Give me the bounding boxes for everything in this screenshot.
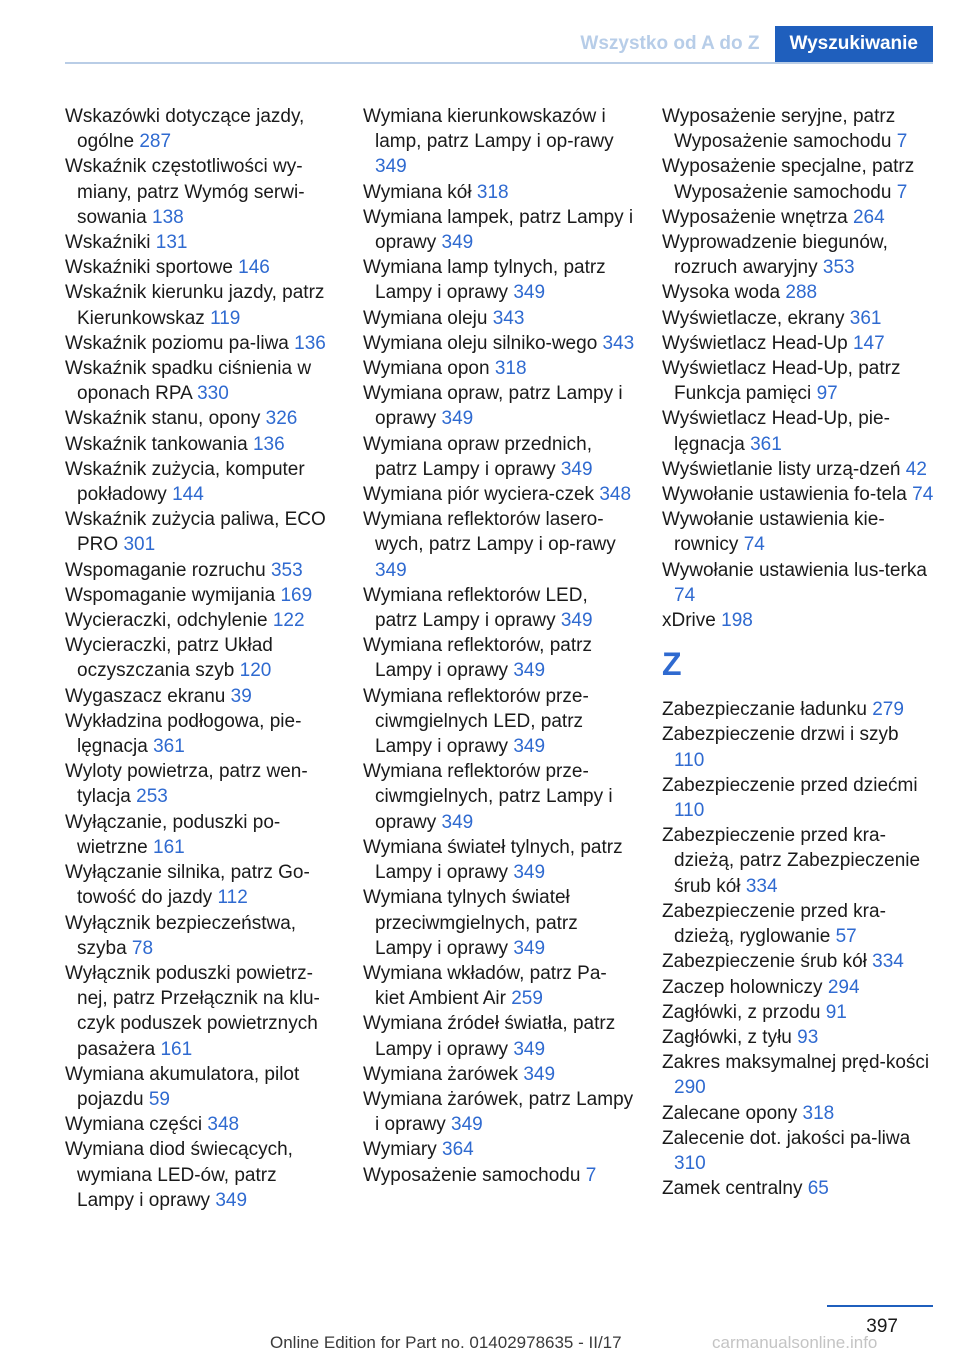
index-entry — [65, 1137, 337, 1213]
index-entry — [65, 684, 337, 709]
index-entry — [662, 356, 934, 406]
page-link[interactable]: 39 — [230, 685, 252, 707]
index-entry — [65, 583, 337, 608]
index-entry — [363, 961, 635, 1011]
page-link[interactable]: 288 — [785, 282, 818, 304]
index-entry — [662, 697, 934, 722]
page-link[interactable]: 349 — [523, 1063, 556, 1085]
page-link[interactable]: 136 — [294, 332, 326, 354]
index-entry — [662, 230, 934, 280]
index-entry — [65, 154, 337, 230]
index-entry — [363, 180, 635, 205]
page-link[interactable]: 361 — [153, 736, 185, 758]
page-link[interactable]: 110 — [674, 800, 705, 822]
entry-text: Wyłączanie silnika, patrz Go-towość do jazdy — [65, 862, 310, 909]
entry-text: Wymiana reflektorów prze-ciwmgielnych LED, patrz Lampy i oprawy — [363, 685, 589, 758]
page-link[interactable]: 138 — [152, 206, 184, 228]
entry-text: Wymiana lamp tylnych, patrz Lampy i oprawy — [363, 257, 606, 304]
watermark-text: carmanualsonline.info — [712, 1333, 878, 1352]
entry-text: Wskaźnik kierunku jazdy, patrz Kierunkowskaz — [65, 282, 325, 329]
entry-text: Wymiana źródeł światła, patrz Lampy i oprawy — [363, 1013, 616, 1060]
entry-text: Wspomaganie rozruchu — [65, 559, 266, 581]
index-entry — [662, 1176, 934, 1201]
index-entry — [662, 949, 934, 974]
entry-text: Zalecane opony — [662, 1102, 798, 1124]
entry-text: Wskaźnik stanu, opony — [65, 408, 261, 430]
entry-text: Wymiana oleju silniko-wego — [363, 332, 598, 354]
index-entry — [65, 961, 337, 1062]
index-entry — [363, 1163, 635, 1188]
index-entry — [363, 356, 635, 381]
entry-text: Wyłącznik bezpieczeństwa, szyba — [65, 912, 297, 959]
entry-text: Wyłączanie, poduszki po-wietrzne — [65, 811, 281, 858]
page-link[interactable]: 7 — [896, 131, 908, 153]
page-link[interactable]: 301 — [123, 534, 156, 556]
page-link[interactable]: 161 — [153, 836, 185, 858]
index-entry — [363, 104, 635, 180]
entry-text: Wymiana kierunkowskazów i lamp, patrz Lampy i op-rawy — [363, 106, 614, 153]
index-entry — [363, 255, 635, 305]
tab-search[interactable]: Wyszukiwanie — [775, 26, 933, 62]
index-entry — [662, 406, 934, 456]
entry-text: Wymiana piór wyciera-czek — [363, 484, 595, 506]
entry-text: Zabezpieczenie przed kra-dzieżą, ryglowanie — [662, 900, 886, 948]
page-link[interactable]: 349 — [560, 458, 593, 480]
index-entry — [363, 1087, 635, 1137]
index-entry — [363, 381, 635, 431]
page-link[interactable]: 169 — [280, 584, 313, 606]
entry-text: Wymiana lampek, patrz Lampy i oprawy — [363, 206, 634, 254]
page-number: 397 — [866, 1316, 898, 1337]
index-entry — [65, 406, 337, 431]
index-entry — [363, 684, 635, 760]
entry-text: Wymiana kół — [363, 181, 472, 203]
entry-text: Zabezpieczenie przed kra-dzieżą, patrz Zabezpieczenie śrub kół — [662, 825, 921, 897]
page-link[interactable]: 343 — [492, 307, 525, 329]
page-link[interactable]: 334 — [872, 951, 904, 973]
index-entry — [662, 482, 934, 507]
page-link[interactable]: 91 — [825, 1001, 847, 1023]
entry-text: Wyświetlanie listy urzą-dzeń — [662, 458, 901, 480]
entry-text: Zabezpieczanie ładunku — [662, 699, 867, 721]
page-link[interactable]: 119 — [210, 307, 241, 329]
page-link[interactable]: 318 — [802, 1102, 835, 1124]
index-entry — [65, 558, 337, 583]
entry-text: Wyprowadzenie biegunów, rozruch awaryjny — [662, 232, 888, 279]
index-entry — [662, 280, 934, 305]
page-link[interactable]: 59 — [148, 1088, 170, 1110]
page-link[interactable]: 349 — [451, 1114, 483, 1136]
entry-text: Zagłówki, z tyłu — [662, 1026, 792, 1048]
index-entry — [363, 1137, 635, 1162]
entry-text: Zakres maksymalnej pręd-kości — [662, 1052, 930, 1074]
page-link[interactable]: 343 — [602, 332, 635, 354]
entry-text: Wymiana żarówek, patrz Lampy i oprawy — [363, 1088, 634, 1136]
index-entry — [662, 773, 934, 823]
page-link[interactable]: 349 — [375, 559, 407, 581]
index-column-2 — [363, 104, 635, 1188]
page-link[interactable]: 349 — [215, 1189, 248, 1211]
index-entry — [662, 1050, 934, 1100]
index-entry — [662, 1126, 934, 1176]
entry-text: Zalecenie dot. jakości pa-liwa — [662, 1127, 911, 1149]
index-entry — [65, 255, 337, 280]
entry-text: Wymiana reflektorów lasero-wych, patrz Lampy i op-rawy — [363, 509, 616, 556]
page-link[interactable]: 294 — [827, 976, 860, 998]
entry-text: Wymiana żarówek — [363, 1063, 519, 1085]
page-link[interactable]: 131 — [155, 232, 188, 254]
page-link[interactable]: 7 — [896, 181, 908, 203]
entry-text: Wymiana akumulatora, pilot pojazdu — [65, 1063, 300, 1110]
index-entry — [662, 558, 934, 608]
page-link[interactable]: 330 — [197, 383, 229, 405]
index-entry — [65, 911, 337, 961]
page-link[interactable]: 93 — [797, 1026, 819, 1048]
entry-text: Wyświetlacz Head-Up, patrz Funkcja pamięci — [662, 358, 901, 405]
index-entry — [662, 205, 934, 230]
entry-text: Wysoka woda — [662, 282, 781, 304]
entry-text: Wymiana oleju — [363, 307, 488, 329]
page-link[interactable]: 74 — [743, 534, 765, 556]
index-entry — [363, 633, 635, 683]
entry-text: Wskazówki dotyczące jazdy, ogólne — [65, 106, 305, 153]
entry-text: Wyłącznik poduszki powietrz-nej, patrz Przełącznik na klu-czyk poduszek powietrznych pasażera — [65, 962, 320, 1060]
entry-text: Wyświetlacz Head-Up, pie-lęgnacja — [662, 408, 890, 455]
index-entry — [662, 507, 934, 557]
index-entry — [363, 885, 635, 961]
page-link[interactable]: 348 — [207, 1114, 240, 1136]
entry-text: Wymiana tylnych świateł przeciwmgielnych, patrz Lampy i oprawy — [363, 887, 578, 959]
index-entry — [662, 1101, 934, 1126]
index-entry — [65, 860, 337, 910]
entry-text: Wyświetlacz Head-Up — [662, 332, 848, 354]
index-entry — [363, 1011, 635, 1061]
page-link[interactable]: 136 — [252, 433, 285, 455]
page-link[interactable]: 364 — [442, 1139, 474, 1161]
index-entry — [662, 457, 934, 482]
entry-text: Wyposażenie samochodu — [363, 1164, 581, 1186]
page-link[interactable]: 310 — [674, 1152, 706, 1174]
page-link[interactable]: 259 — [511, 988, 543, 1010]
entry-text: Wskaźnik częstotliwości wy-miany, patrz Wymóg serwi-sowania — [65, 156, 305, 228]
entry-text: Wskaźnik zużycia paliwa, ECO PRO — [65, 509, 326, 556]
entry-text: Wymiana opraw przednich, patrz Lampy i oprawy — [363, 433, 592, 480]
page-link[interactable]: 361 — [849, 307, 882, 329]
entry-text: Wycieraczki, patrz Układ oczyszczania szyb — [65, 635, 273, 682]
page-link[interactable]: 353 — [270, 559, 303, 581]
header-tabs — [565, 26, 933, 62]
page-link[interactable]: 349 — [441, 811, 474, 833]
entry-text: Wyposażenie seryjne, patrz Wyposażenie samochodu — [662, 106, 896, 153]
page-link[interactable]: 279 — [872, 699, 904, 721]
entry-text: Wygaszacz ekranu — [65, 685, 226, 707]
index-entry — [65, 331, 337, 356]
index-entry — [65, 1112, 337, 1137]
entry-text: Wycieraczki, odchylenie — [65, 610, 268, 632]
page-link[interactable]: 198 — [721, 610, 753, 632]
index-entry — [662, 823, 934, 899]
page-link[interactable]: 349 — [513, 862, 546, 884]
index-entry — [662, 331, 934, 356]
entry-text: Zabezpieczenie drzwi i szyb — [662, 724, 899, 746]
page-link[interactable]: 326 — [265, 408, 298, 430]
page-link[interactable]: 349 — [375, 156, 407, 178]
entry-text: Wywołanie ustawienia fo-tela — [662, 484, 907, 506]
index-entry — [65, 104, 337, 154]
page-link[interactable]: 349 — [441, 232, 474, 254]
page-link[interactable]: 97 — [816, 383, 838, 405]
index-entry — [65, 356, 337, 406]
entry-text: Wymiana opraw, patrz Lampy i oprawy — [363, 383, 623, 430]
page-link[interactable]: 112 — [217, 887, 248, 909]
page-link[interactable]: 349 — [513, 282, 546, 304]
index-entry — [662, 154, 934, 204]
entry-text: Wywołanie ustawienia lus-terka — [662, 559, 927, 581]
entry-text: Wskaźnik zużycia, komputer pokładowy — [65, 458, 305, 506]
page-link[interactable]: 57 — [835, 926, 857, 948]
index-entry — [65, 709, 337, 759]
entry-text: Wykładzina podłogowa, pie-lęgnacja — [65, 710, 302, 758]
page-link[interactable]: 65 — [807, 1178, 829, 1200]
index-entry — [363, 331, 635, 356]
entry-text: Zabezpieczenie przed dziećmi — [662, 774, 918, 796]
page-link[interactable]: 74 — [674, 584, 696, 606]
entry-text: Wspomaganie wymijania — [65, 584, 276, 606]
entry-text: Wymiana reflektorów LED, patrz Lampy i oprawy — [363, 584, 588, 632]
index-entry — [65, 457, 337, 507]
index-entry — [662, 1000, 934, 1025]
entry-text: Wyposażenie wnętrza — [662, 206, 848, 228]
entry-text: Zabezpieczenie śrub kół — [662, 951, 867, 973]
entry-text: Wymiana części — [65, 1114, 203, 1136]
entry-text: Wywołanie ustawienia kie-rownicy — [662, 509, 885, 556]
entry-text: Wskaźnik spadku ciśnienia w oponach RPA — [65, 358, 312, 405]
page-link[interactable]: 264 — [852, 206, 885, 228]
index-entry — [363, 835, 635, 885]
page-link[interactable]: 361 — [750, 433, 782, 455]
page-link[interactable]: 334 — [745, 875, 778, 897]
index-entry — [65, 1062, 337, 1112]
index-entry — [65, 810, 337, 860]
entry-text: Wymiana świateł tylnych, patrz Lampy i oprawy — [363, 836, 623, 884]
edition-note: Online Edition for Part no. 01402978635 - II/17 — [270, 1333, 622, 1352]
page-link[interactable]: 253 — [136, 786, 168, 808]
page-link[interactable]: 78 — [131, 937, 154, 959]
index-entry — [65, 759, 337, 809]
entry-text: Wymiana reflektorów prze-ciwmgielnych, patrz Lampy i oprawy — [363, 761, 613, 833]
entry-text: Wskaźniki sportowe — [65, 257, 233, 279]
page-link[interactable]: 349 — [513, 1038, 546, 1060]
page-link[interactable]: 349 — [560, 610, 593, 632]
page-link[interactable]: 110 — [674, 749, 705, 771]
index-entry — [65, 280, 337, 330]
entry-text: Wyposażenie specjalne, patrz Wyposażenie samochodu — [662, 156, 915, 203]
page-link[interactable]: 318 — [494, 358, 527, 380]
page-link[interactable]: 290 — [674, 1077, 706, 1099]
index-entry — [363, 306, 635, 331]
index-entry — [363, 482, 635, 507]
page-link[interactable]: 122 — [272, 610, 305, 632]
index-column-3 — [662, 104, 934, 1201]
index-entry — [662, 608, 934, 633]
page-link[interactable]: 349 — [513, 937, 546, 959]
entry-text: Wymiana wkładów, patrz Pa-kiet Ambient Air — [363, 962, 607, 1010]
tab-all-a-to-z[interactable]: Wszystko od A do Z — [565, 26, 774, 62]
index-entry — [662, 975, 934, 1000]
index-entry — [662, 1025, 934, 1050]
section-letter-heading: Z — [662, 646, 682, 683]
index-entry — [65, 608, 337, 633]
page-link[interactable]: 161 — [160, 1038, 193, 1060]
index-entry — [363, 759, 635, 835]
index-column-1 — [65, 104, 337, 1213]
page-link[interactable]: 120 — [239, 660, 272, 682]
index-entry — [363, 507, 635, 583]
index-entry — [363, 1062, 635, 1087]
page-link[interactable]: 74 — [912, 484, 934, 506]
entry-text: Wskaźnik tankowania — [65, 433, 248, 455]
page-link[interactable]: 353 — [822, 257, 855, 279]
page-link[interactable]: 348 — [599, 484, 632, 506]
index-entry — [65, 230, 337, 255]
page-link[interactable]: 349 — [441, 408, 474, 430]
index-entry — [65, 432, 337, 457]
entry-text: xDrive — [662, 610, 716, 632]
index-entry — [363, 432, 635, 482]
page-link[interactable]: 42 — [905, 458, 927, 480]
entry-text: Wymiana opon — [363, 358, 490, 380]
entry-text: Wskaźniki — [65, 232, 151, 254]
page-link[interactable]: 349 — [513, 660, 546, 682]
index-entry — [65, 507, 337, 557]
index-entry — [363, 583, 635, 633]
footer-divider — [827, 1305, 933, 1307]
index-entry — [363, 205, 635, 255]
page-link[interactable]: 147 — [852, 332, 885, 354]
page-link[interactable]: 349 — [513, 736, 546, 758]
page-link[interactable]: 146 — [238, 257, 270, 279]
entry-text: Wyloty powietrza, patrz wen-tylacja — [65, 761, 308, 808]
index-entry — [662, 899, 934, 949]
entry-text: Wyświetlacze, ekrany — [662, 307, 845, 329]
entry-text: Wymiana reflektorów, patrz Lampy i oprawy — [363, 635, 592, 682]
page-link[interactable]: 7 — [585, 1164, 597, 1186]
page-link[interactable]: 287 — [139, 131, 172, 153]
index-entry — [662, 722, 934, 772]
index-entry — [662, 104, 934, 154]
entry-text: Zaczep holowniczy — [662, 976, 823, 998]
index-entry — [65, 633, 337, 683]
index-entry — [662, 306, 934, 331]
entry-text: Wymiana diod świecących, wymiana LED-ów, patrz Lampy i oprawy — [65, 1139, 293, 1211]
entry-text: Wskaźnik poziomu pa-liwa — [65, 332, 289, 354]
page-link[interactable]: 144 — [172, 484, 204, 506]
header-divider — [65, 62, 933, 64]
page-link[interactable]: 318 — [476, 181, 509, 203]
entry-text: Zagłówki, z przodu — [662, 1001, 821, 1023]
entry-text: Zamek centralny — [662, 1178, 803, 1200]
entry-text: Wymiary — [363, 1139, 437, 1161]
